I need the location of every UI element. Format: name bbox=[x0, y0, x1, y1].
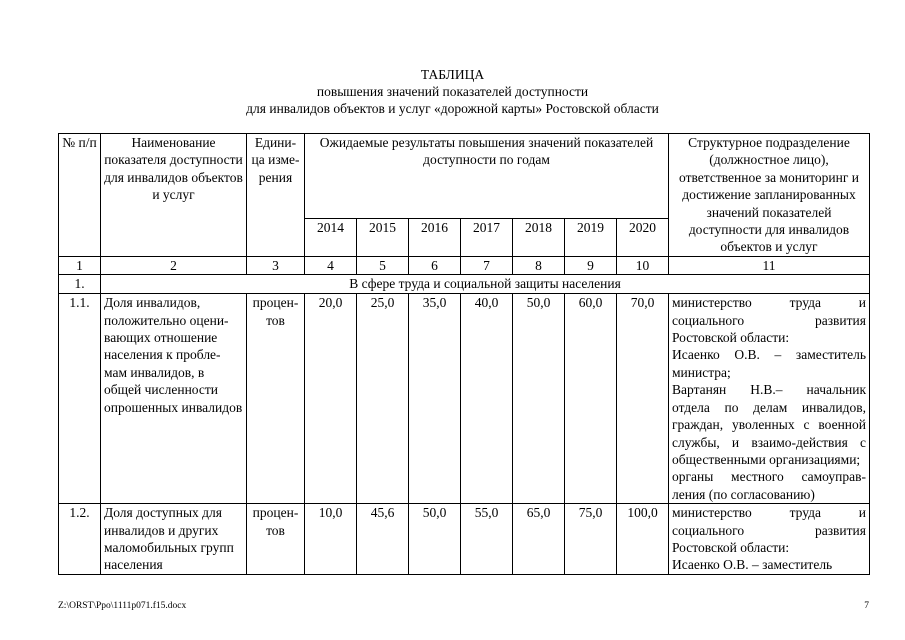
row-responsible bbox=[669, 294, 870, 504]
responsible-line: Исаенко О.В. – заместитель bbox=[672, 557, 833, 573]
document-title bbox=[0, 66, 905, 117]
year-cell: 2014 bbox=[305, 219, 357, 257]
file-path: Z:\ORST\Ppo\1111p071.f15.docx bbox=[58, 601, 187, 611]
row-value: 25,0 bbox=[357, 294, 409, 504]
year-cell: 2015 bbox=[357, 219, 409, 257]
responsible-line: органы местного самоуправ-ления (по согласованию) bbox=[672, 469, 866, 502]
header-name: Наименование показателя доступности для инвалидов объектов и услуг bbox=[101, 134, 247, 257]
col-number: 4 bbox=[305, 256, 357, 274]
responsible-line: Исаенко О.В. – заместитель министра; bbox=[672, 347, 866, 380]
col-number: 7 bbox=[461, 256, 513, 274]
row-value: 50,0 bbox=[409, 504, 461, 575]
year-cell: 2019 bbox=[565, 219, 617, 257]
header-expected: Ожидаемые результаты повышения значений показателей доступности по годам bbox=[305, 134, 669, 219]
col-number: 6 bbox=[409, 256, 461, 274]
row-value: 10,0 bbox=[305, 504, 357, 575]
title-line-2: повышения значений показателей доступности bbox=[316, 84, 589, 99]
page-number: 7 bbox=[864, 601, 869, 611]
title-line-3: для инвалидов объектов и услуг «дорожной карты» Ростовской области bbox=[246, 101, 659, 116]
row-value: 60,0 bbox=[565, 294, 617, 504]
header-row bbox=[59, 134, 870, 219]
col-number: 2 bbox=[101, 256, 247, 274]
row-value: 55,0 bbox=[461, 504, 513, 575]
col-number: 9 bbox=[565, 256, 617, 274]
header-num: № п/п bbox=[59, 134, 101, 257]
row-value: 70,0 bbox=[617, 294, 669, 504]
col-number: 11 bbox=[669, 256, 870, 274]
title-line-1: ТАБЛИЦА bbox=[420, 67, 485, 82]
year-cell: 2020 bbox=[617, 219, 669, 257]
row-name: Доля инвалидов, положительно оцени-вающих отношение населения к пробле-мам инвалидов, в общей численности опрошенных инвалидов bbox=[101, 294, 247, 504]
responsible-line: Вартанян Н.В.– начальник отдела по делам инвалидов, граждан, уволенных с военной службы, и взаимо-действия с общественными организациями; bbox=[672, 382, 866, 467]
responsible-line: министерство труда и социального развития Ростовской области: bbox=[672, 295, 866, 346]
row-value: 35,0 bbox=[409, 294, 461, 504]
row-num: 1.2. bbox=[59, 504, 101, 575]
row-responsible bbox=[669, 504, 870, 575]
row-unit: процен-тов bbox=[247, 504, 305, 575]
col-number: 5 bbox=[357, 256, 409, 274]
row-value: 100,0 bbox=[617, 504, 669, 575]
year-cell: 2018 bbox=[513, 219, 565, 257]
col-number: 1 bbox=[59, 256, 101, 274]
col-number: 10 bbox=[617, 256, 669, 274]
row-num: 1.1. bbox=[59, 294, 101, 504]
row-name: Доля доступных для инвалидов и других маломобильных групп населения bbox=[101, 504, 247, 575]
responsible-line: министерство труда и социального развития Ростовской области: bbox=[672, 505, 866, 555]
table-row bbox=[59, 504, 870, 575]
column-numbers-row bbox=[59, 256, 870, 274]
col-number: 8 bbox=[513, 256, 565, 274]
section-num: 1. bbox=[59, 275, 101, 294]
header-unit: Едини-ца изме-рения bbox=[247, 134, 305, 257]
year-cell: 2016 bbox=[409, 219, 461, 257]
table-row bbox=[59, 294, 870, 504]
accessibility-table bbox=[58, 133, 870, 575]
page-footer bbox=[58, 601, 869, 611]
year-cell: 2017 bbox=[461, 219, 513, 257]
row-value: 65,0 bbox=[513, 504, 565, 575]
col-number: 3 bbox=[247, 256, 305, 274]
section-row bbox=[59, 275, 870, 294]
section-title: В сфере труда и социальной защиты населения bbox=[101, 275, 870, 294]
row-unit: процен-тов bbox=[247, 294, 305, 504]
row-value: 40,0 bbox=[461, 294, 513, 504]
row-value: 50,0 bbox=[513, 294, 565, 504]
header-responsible: Структурное подразделение (должностное лицо), ответственное за мониторинг и достижение запланированных значений показателей доступности для инвалидов объектов и услуг bbox=[669, 134, 870, 257]
row-value: 45,6 bbox=[357, 504, 409, 575]
row-value: 75,0 bbox=[565, 504, 617, 575]
row-value: 20,0 bbox=[305, 294, 357, 504]
